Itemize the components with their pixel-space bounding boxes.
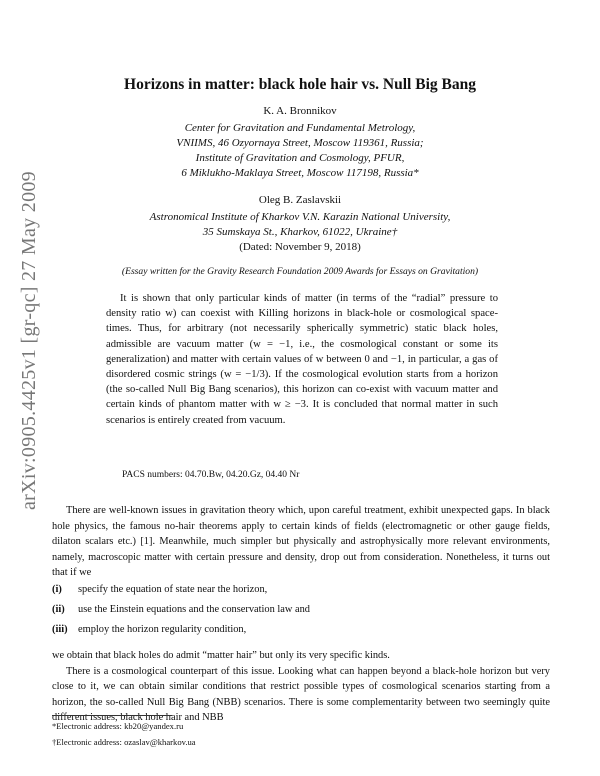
list-item <box>52 604 310 615</box>
main-text <box>52 648 550 726</box>
footnote-1[interactable]: *Electronic address: kb20@yandex.ru <box>52 721 184 731</box>
list-marker: (ii) <box>52 604 65 615</box>
list-item <box>52 584 267 595</box>
paper-title: Horizons in matter: black hole hair vs. Null Big Bang <box>124 76 476 93</box>
after-list-paragraph: we obtain that black holes do admit “matter hair” but only its very specific kinds. <box>52 650 390 661</box>
list-marker: (i) <box>52 584 62 595</box>
abstract-text: It is shown that only particular kinds of matter (in terms of the “radial” pressure to density ratio w) can coexist with Killing horizons in black-hole or cosmological space-times. Thus, for arbitrary (not necessarily spherically symmetric) static black holes, admissible are vacuum matter (w = −1, i.e., the cosmological constant or some its generalization) and matter with certain values of w between 0 and −1, in particular, a gas of disordered cosmic strings (w = −1/3). If the cosmological evolution starts from a horizon (the so-called Null Big Bang scenarios), this horizon can co-exist with vacuum matter and certain kinds of phantom matter with w ≥ −3. It is concluded that normal matter in such scenarios is entirely created from vacuum. <box>106 293 498 426</box>
footnote-2[interactable]: †Electronic address: ozaslav@kharkov.ua <box>52 737 196 747</box>
author-name-2: Oleg B. Zaslavskii <box>258 194 342 206</box>
list-item-text: employ the horizon regularity condition, <box>78 624 247 635</box>
second-paragraph: There is a cosmological counterpart of this issue. Looking what can happen beyond a black-hole horizon but very close to it, we can obtain similar conditions that restrict possible types of cosmological scenarios starting from a horizon, the so-called Null Big Bang (NBB) scenarios. There is some complementarity between two seemingly quite different issues, black hole hair and NBB <box>52 665 550 723</box>
affiliation-2-line-2: 35 Sumskaya St., Kharkov, 61022, Ukraine† <box>202 226 398 238</box>
affiliation-1-line-1: Center for Gravitation and Fundamental Metrology, <box>184 122 416 134</box>
author-name-1: K. A. Bronnikov <box>263 105 337 117</box>
affiliation-1-line-3: Institute of Gravitation and Cosmology, PFUR, <box>195 152 405 164</box>
pacs-numbers: PACS numbers: 04.70.Bw, 04.20.Gz, 04.40 Nr <box>122 470 300 480</box>
footnote-divider <box>52 715 172 716</box>
essay-note: (Essay written for the Gravity Research Foundation 2009 Awards for Essays on Gravitation) <box>121 266 479 277</box>
list-item-text: use the Einstein equations and the conservation law and <box>78 604 310 615</box>
list-marker: (iii) <box>52 624 68 635</box>
abstract <box>106 291 498 428</box>
affiliation-2-line-1: Astronomical Institute of Kharkov V.N. Karazin National University, <box>149 211 451 223</box>
intro-section <box>52 503 550 581</box>
list-item <box>52 624 246 635</box>
list-item-text: specify the equation of state near the horizon, <box>78 584 268 595</box>
arxiv-identifier[interactable]: arXiv:0905.4425v1 [gr-qc] 27 May 2009 <box>18 171 40 510</box>
affiliation-1-line-2: VNIIMS, 46 Ozyornaya Street, Moscow 119361, Russia; <box>176 137 424 149</box>
intro-paragraph: There are well-known issues in gravitation theory which, upon careful treatment, exhibit unexpected gaps. In black hole physics, the famous no-hair theorems apply to certain kinds of fields (electromagnetic or other gauge fields, dilaton scalars etc.) [1]. Meanwhile, much simpler but physically and astrophysically more relevant environments, namely, macroscopic matter with certain pressure and density, drop out from consideration. Nonetheless, it turns out that if we <box>52 505 550 578</box>
date-line: (Dated: November 9, 2018) <box>239 241 361 253</box>
affiliation-1-line-4: 6 Miklukho-Maklaya Street, Moscow 117198, Russia* <box>181 167 419 179</box>
